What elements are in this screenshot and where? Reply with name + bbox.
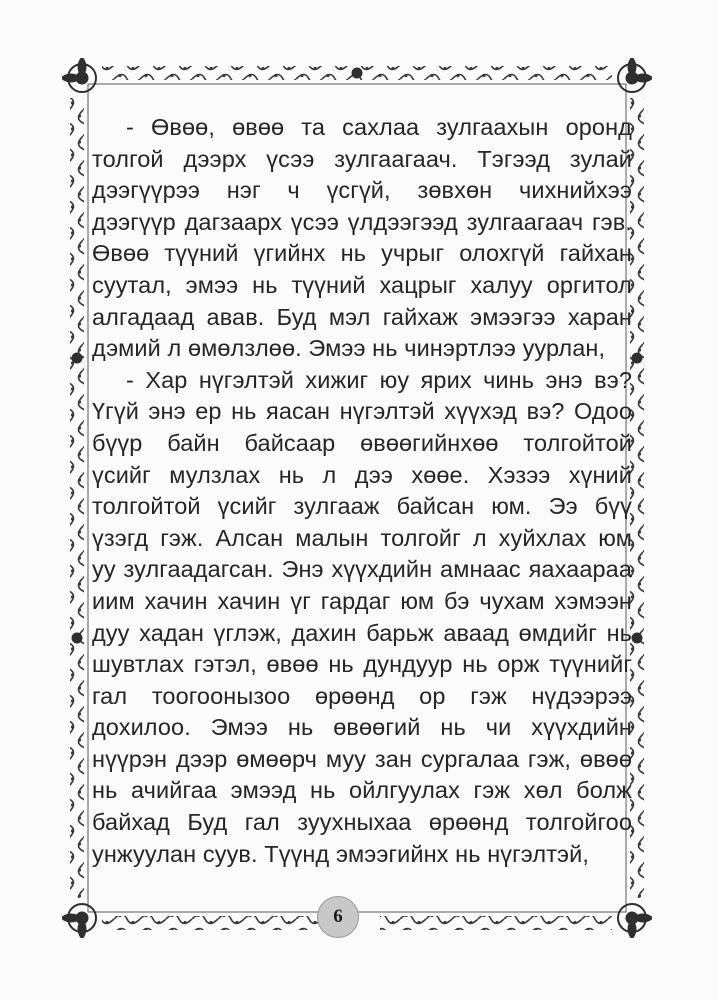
text-line: бүүр байн байсаар өвөөгийнхөө толгойтой xyxy=(92,429,632,456)
text-line: алгадаад авав. Буд мэл гайхаж эмээгээ харан xyxy=(92,303,632,330)
text-line: уу зулгаадагсан. Энэ хүүхдийн амнаас яахаараа xyxy=(92,556,632,583)
text-line: иим хачин хачин үг гардаг юм бэ чухам хэмээн xyxy=(92,587,632,614)
text-line: толгой дээрх үсээ зулгаагаач. Тэгээд зулай xyxy=(92,145,632,172)
text-line: суутал, эмээ нь түүний хацрыг халуу оргитол xyxy=(92,271,632,298)
text-line: нь ачийгаа эмээд нь ойлгуулах гэж хөл болж xyxy=(92,777,632,804)
text-line: дуу хадан үглэж, дахин барьж аваад өмдийг нь xyxy=(92,619,632,646)
text-line: үзэгд гэж. Алсан малын толгойг л хуйхлах юм xyxy=(92,524,632,551)
text-line: нүүрэн дээр өмөөрч муу зан сургалаа гэж, өвөө xyxy=(92,745,632,772)
text-line: - Хар нүгэлтэй хижиг юу ярих чинь энэ вэ? xyxy=(126,366,632,393)
page-number-badge xyxy=(317,896,359,938)
text-line: байхад Буд гал зуухныхаа өрөөнд толгойгоо xyxy=(92,809,632,836)
text-line: гал тоогоонызоо өрөөнд ор гэж нүдээрээ xyxy=(92,682,632,709)
text-line: дээгүүр дагзаарх үсээ үлдээгээд зулгаагаач гэв. xyxy=(92,208,632,235)
text-line: Өвөө түүний үгийнх нь учрыг олохгүй гайхан xyxy=(92,240,632,267)
page-body-text xyxy=(92,112,632,870)
text-line: - Өвөө, өвөө та сахлаа зулгаахын оронд xyxy=(126,114,632,140)
text-line: шувтлах гэтэл, өвөө нь дундуур нь орж түүнийг xyxy=(92,651,632,678)
text-line: үсийг мулзлах нь л дээ хөөе. Хэзээ хүний xyxy=(92,461,632,488)
text-line: дохилоо. Эмээ нь өвөөгий нь чи хүүхдийн xyxy=(92,714,632,741)
text-line: Үгүй энэ ер нь яасан нүгэлтэй хүүхэд вэ? Одоо xyxy=(92,398,632,425)
text-line: дээгүүрээ нэг ч үсгүй, зөвхөн чихнийхээ xyxy=(92,177,632,204)
text-line: дэмий л өмөлзлөө. Эмээ нь чинэртлээ уурлан, xyxy=(92,335,606,362)
text-line: унжуулан суув. Түүнд эмээгийнх нь нүгэлтэй, xyxy=(92,840,590,867)
text-line: толгойтой үсийг зулгааж байсан юм. Ээ бүү xyxy=(92,493,632,520)
page-number: 6 xyxy=(333,906,343,927)
